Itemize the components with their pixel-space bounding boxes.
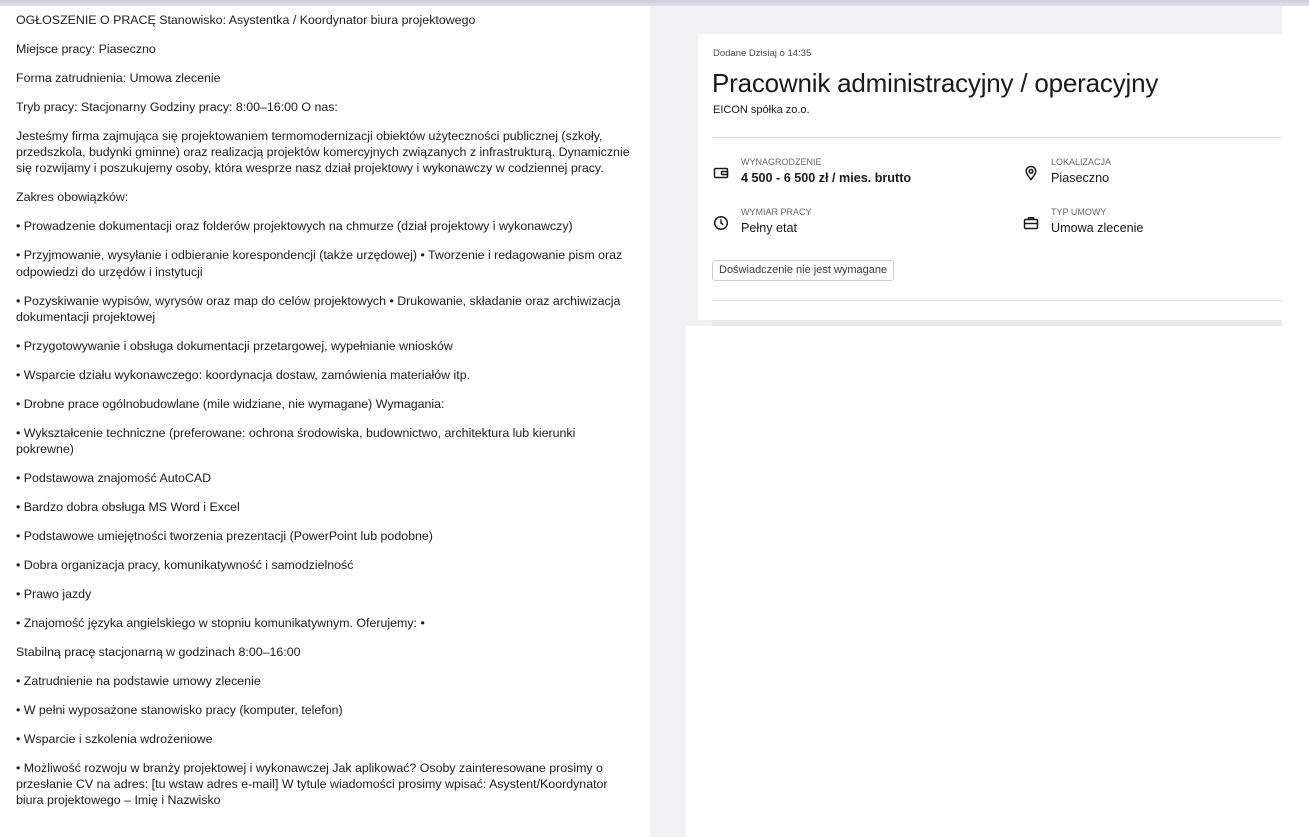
scroll-gutter bbox=[1282, 6, 1309, 837]
description-paragraph: • Pozyskiwanie wypisów, wyrysów oraz map do celów projektowych • Drukowanie, składanie oraz archiwizacja dokumentacji projektowej bbox=[16, 293, 621, 324]
briefcase-icon bbox=[1023, 215, 1039, 231]
description-paragraph: Stabilną pracę stacjonarną w godzinach 8:00–16:00 bbox=[16, 645, 301, 660]
contract-label: TYP UMOWY bbox=[1051, 207, 1107, 217]
experience-badge: Doświadczenie nie jest wymagane bbox=[712, 260, 894, 281]
description-paragraph: • Wykształcenie techniczne (preferowane: ochrona środowiska, budownictwo, architektura lub kierunki pokrewne) bbox=[16, 425, 576, 457]
description-paragraph: • Drobne prace ogólnobudowlane (mile widziane, nie wymagane) Wymagania: bbox=[16, 396, 445, 411]
schedule-value: Pełny etat bbox=[741, 221, 798, 235]
description-paragraph: Forma zatrudnienia: Umowa zlecenie bbox=[16, 71, 221, 85]
description-paragraph: • Prowadzenie dokumentacji oraz folderów projektowych na chmurze (dział projektowy i wykonawczy) bbox=[16, 219, 573, 234]
location-label: LOKALIZACJA bbox=[1051, 157, 1112, 167]
description-paragraph: • Możliwość rozwoju w branży projektowej i wykonawczej Jak aplikować? Osoby zainteresowane prosimy o przesłanie CV na adres: [tu wstaw adres e-mail] W tytule wiadomości prosimy wpisać: Asystent/Koordynator biura projektowego – Imię i Nazwisko bbox=[16, 761, 608, 808]
description-paragraph: Zakres obowiązków: bbox=[16, 190, 129, 205]
wallet-icon bbox=[713, 165, 729, 181]
sidebar-empty-area bbox=[686, 326, 1282, 837]
description-paragraph: OGŁOSZENIE O PRACĘ Stanowisko: Asystentka / Koordynator biura projektowego bbox=[16, 13, 476, 27]
description-paragraph: • Wsparcie i szkolenia wdrożeniowe bbox=[16, 732, 213, 747]
description-paragraph: Miejsce pracy: Piaseczno bbox=[16, 42, 156, 56]
description-paragraph: • Prawo jazdy bbox=[16, 587, 92, 602]
card-separator bbox=[712, 320, 1282, 326]
description-paragraph: • Bardzo dobra obsługa MS Word i Excel bbox=[16, 500, 240, 515]
job-title: Pracownik administracyjny / operacyjny bbox=[712, 68, 1159, 98]
salary-value: 4 500 - 6 500 zł / mies. brutto bbox=[741, 171, 912, 185]
location-pin-icon bbox=[1023, 165, 1039, 181]
description-paragraph: • Znajomość języka angielskiego w stopniu komunikatywnym. Oferujemy: • bbox=[16, 616, 425, 631]
description-paragraph: • Podstawowe umiejętności tworzenia prezentacji (PowerPoint lub podobne) bbox=[16, 529, 433, 544]
description-paragraph: • Przygotowywanie i obsługa dokumentacji przetargowej, wypełnianie wniosków bbox=[16, 338, 453, 353]
posted-date: Dodane Dzisiaj o 14:35 bbox=[713, 48, 812, 59]
description-paragraph: • Wsparcie działu wykonawczego: koordynacja dostaw, zamówienia materiałów itp. bbox=[16, 367, 471, 382]
salary-label: WYNAGRODZENIE bbox=[741, 157, 822, 167]
location-value: Piaseczno bbox=[1051, 171, 1110, 185]
divider bbox=[712, 137, 1282, 138]
contract-value: Umowa zlecenie bbox=[1051, 221, 1144, 235]
description-paragraph: • W pełni wyposażone stanowisko pracy (komputer, telefon) bbox=[16, 703, 343, 718]
description-paragraph: Jesteśmy firma zajmująca się projektowaniem termomodernizacji obiektów użyteczności publicznej (szkoły, przedszkola, budynki gminne) oraz realizacją projektów komercyjnych związanych z infrastrukturą. Dynamicznie się rozwijamy i poszukujemy osoby, która wesprze nasz dział projektowy i wykonawczy w codziennej pracy. bbox=[16, 129, 630, 176]
description-paragraph: Tryb pracy: Stacjonarny Godziny pracy: 8:00–16:00 O nas: bbox=[16, 100, 338, 114]
description-paragraph: • Zatrudnienie na podstawie umowy zlecenie bbox=[16, 674, 261, 689]
company-name[interactable]: EICON spółka zo.o. bbox=[713, 104, 810, 116]
description-paragraph: • Podstawowa znajomość AutoCAD bbox=[16, 471, 212, 486]
divider bbox=[712, 300, 1282, 301]
job-description bbox=[0, 6, 650, 837]
job-summary-card bbox=[698, 34, 1282, 320]
description-paragraph: • Dobra organizacja pracy, komunikatywność i samodzielność bbox=[16, 558, 354, 573]
description-paragraph: • Przyjmowanie, wysyłanie i odbieranie korespondencji (także urzędowej) • Tworzenie i redagowanie pism oraz odpowiedzi do urzędów i instytucji bbox=[16, 248, 623, 279]
clock-icon bbox=[713, 215, 729, 231]
schedule-label: WYMIAR PRACY bbox=[741, 207, 812, 217]
